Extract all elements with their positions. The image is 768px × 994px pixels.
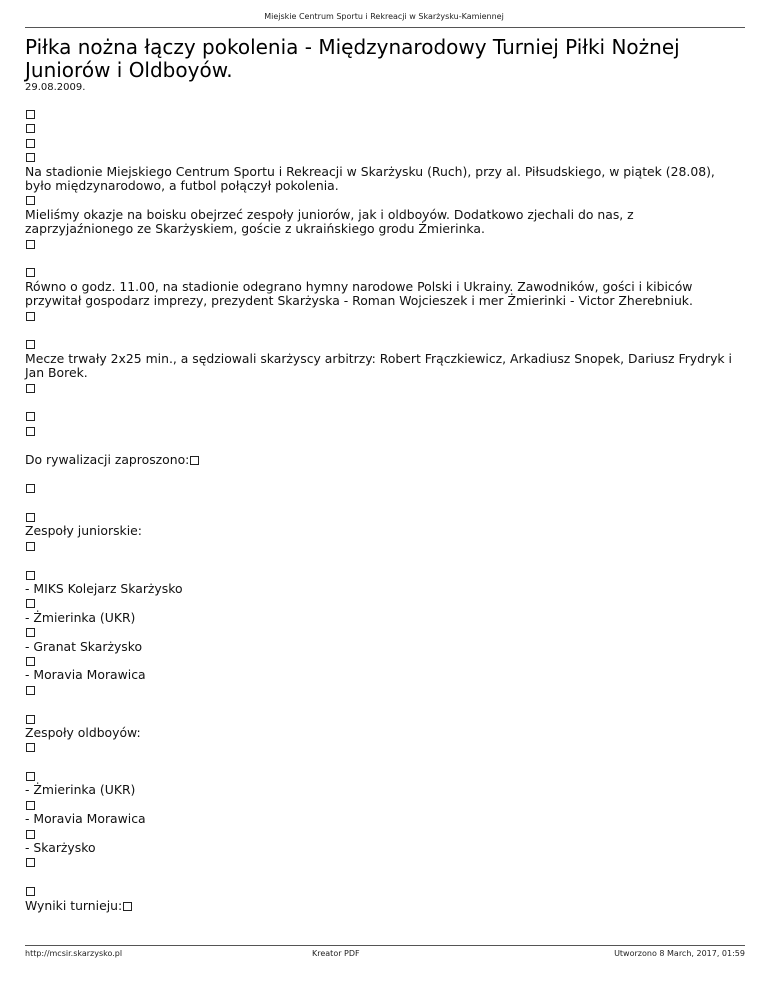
missing-glyph-icon [26,830,35,839]
missing-glyph-icon [26,542,35,551]
article-title: Piłka nożna łączy pokolenia - Międzynarodowy Turniej Piłki Nożnej Juniorów i Oldboyów. [25,35,680,82]
missing-glyph-icon [26,196,35,205]
paragraph: Mecze trwały 2x25 min., a sędziowali skarżyscy arbitrzy: Robert Frączkiewicz, Arkadiusz Snopek, Dariusz Frydryk i Jan Borek. [25,350,732,381]
missing-glyph-icon [26,686,35,695]
missing-glyph-icon [26,858,35,867]
list-item: - MIKS Kolejarz Skarżysko [25,581,183,597]
paragraph: Równo o godz. 11.00, na stadionie odegrano hymny narodowe Polski i Ukrainy. Zawodników, gości i kibiców przywitał gospodarz imprezy, prezydent Skarżyska - Roman Wojcieszek i mer Żmierinki - Victor Zherebniuk. [25,278,693,309]
footer-url: http://mcsir.skarzysko.pl [25,949,123,958]
missing-glyph-icon [26,571,35,580]
missing-glyph-icon [26,513,35,522]
missing-glyph-icon [26,484,35,493]
missing-glyph-icon [26,743,35,752]
missing-glyph-icon [26,312,35,321]
missing-glyph-icon [26,124,35,133]
juniors-heading: Zespoły juniorskie: [25,523,142,539]
missing-glyph-icon [26,628,35,637]
missing-glyph-icon [190,456,199,465]
list-item: - Moravia Morawica [25,667,146,683]
footer-divider [25,945,745,946]
results-label: Wyniki turnieju: [25,897,123,913]
missing-glyph-icon [26,599,35,608]
missing-glyph-icon [26,801,35,810]
missing-glyph-icon [123,902,132,911]
footer-generator: Kreator PDF [312,949,360,958]
missing-glyph-icon [26,657,35,666]
missing-glyph-icon [26,427,35,436]
missing-glyph-icon [26,384,35,393]
list-item: - Skarżysko [25,840,96,856]
missing-glyph-icon [26,139,35,148]
missing-glyph-icon [26,268,35,277]
list-item: - Żmierinka (UKR) [25,782,136,798]
list-item: - Granat Skarżysko [25,638,143,654]
oldboys-heading: Zespoły oldboyów: [25,724,141,740]
footer-created: Utworzono 8 March, 2017, 01:59 [614,949,745,958]
page-header: Miejskie Centrum Sportu i Rekreacji w Skarżysku-Kamiennej [264,12,504,21]
list-item: - Moravia Morawica [25,811,146,827]
missing-glyph-icon [26,153,35,162]
missing-glyph-icon [26,110,35,119]
header-divider [25,27,745,28]
article-body [25,107,740,913]
missing-glyph-icon [26,772,35,781]
missing-glyph-icon [26,887,35,896]
paragraph: Na stadionie Miejskiego Centrum Sportu i Rekreacji w Skarżysku (Ruch), przy al. Piłsudskiego, w piątek (28.08), było międzynarodowo, a futbol połączył pokolenia. [25,163,715,193]
missing-glyph-icon [26,240,35,249]
list-item: - Żmierinka (UKR) [25,609,136,625]
article-date: 29.08.2009. [25,82,86,93]
missing-glyph-icon [26,412,35,421]
missing-glyph-icon [26,340,35,349]
invited-label: Do rywalizacji zaproszono: [25,451,190,467]
missing-glyph-icon [26,715,35,724]
paragraph: Mieliśmy okazje na boisku obejrzeć zespoły juniorów, jak i oldboyów. Dodatkowo zjechali do nas, z zaprzyjaźnionego ze Skarżyskiem, goście z ukraińskiego grodu Żmierinka. [25,206,634,237]
